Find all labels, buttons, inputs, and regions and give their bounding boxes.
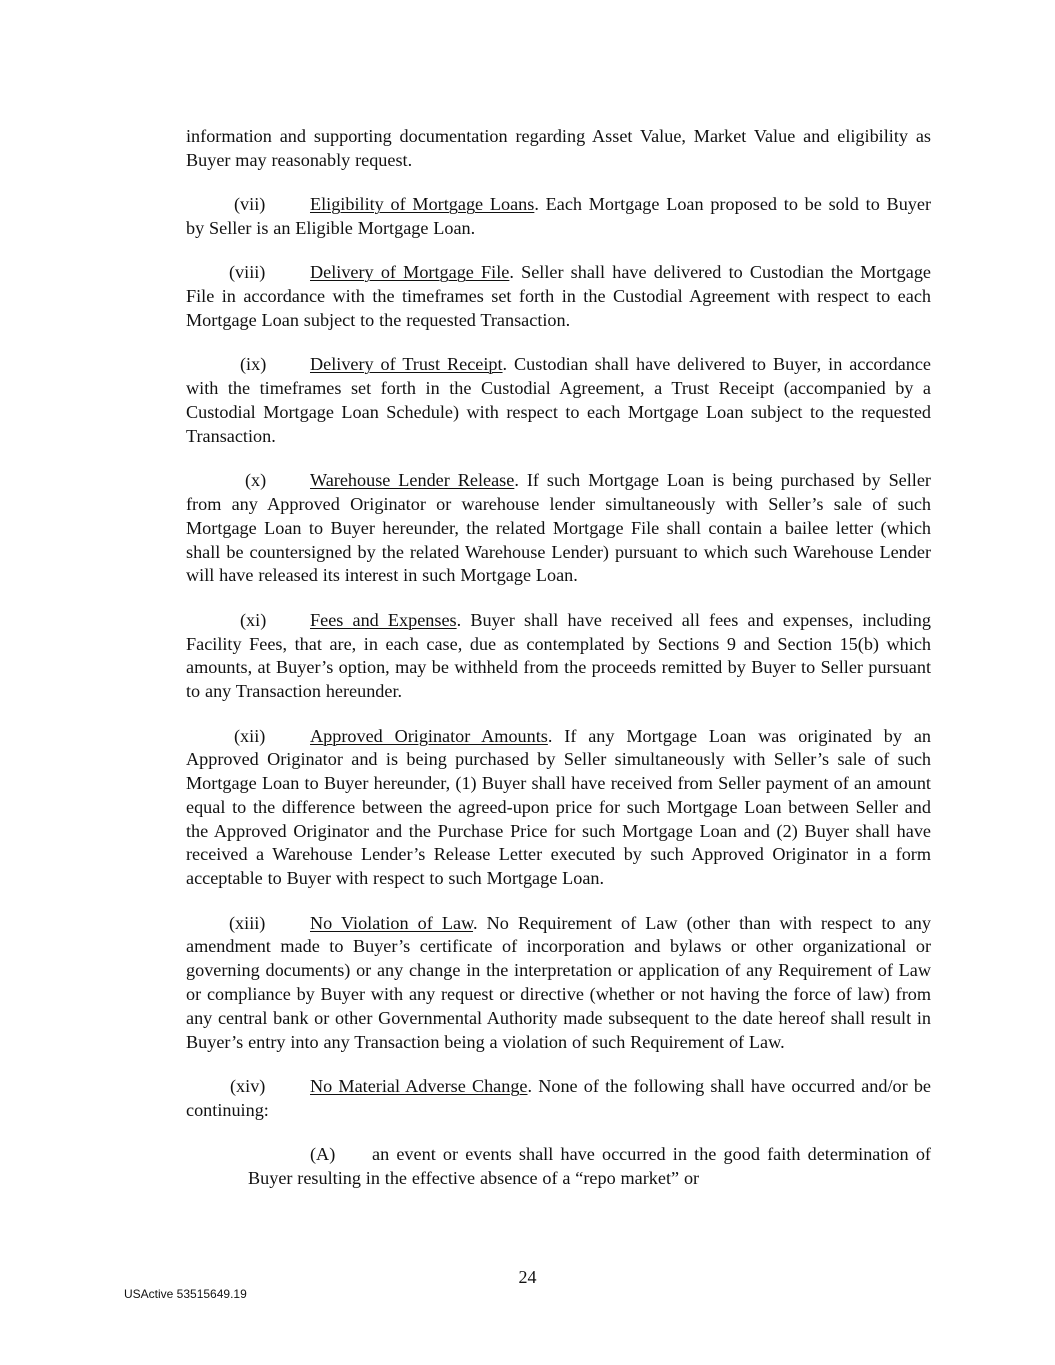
section-text: . Seller shall have delivered to Custodian the Mortgage File in accordance with the timeframes set forth in the Custodial Agreement with respect to each Mortgage Loan subject to the requested Transaction. [186, 262, 931, 330]
section-heading: No Violation of Law [310, 912, 474, 933]
section-text: . No Requirement of Law (other than with respect to any amendment made to Buyer’s certificate of incorporation and bylaws or other organizational or governing documents) or any change in the interpretation or application of any Requirement of Law or compliance by Buyer with any request or directive (whether or not having the force of law) from any central bank or other Governmental Authority made subsequent to the date hereof shall result in Buyer’s entry into any Transaction being a violation of such Requirement of Law. [186, 912, 931, 1052]
subsection-a [248, 1143, 931, 1191]
section-number: (viii) [229, 262, 266, 283]
section-xii [186, 725, 931, 892]
section-number: (ix) [240, 354, 267, 375]
section-number: (xiv) [230, 1076, 266, 1097]
section-heading: Eligibility of Mortgage Loans [310, 194, 535, 215]
section-ix [186, 353, 931, 448]
section-number: (vii) [234, 194, 266, 215]
section-heading: Fees and Expenses [310, 609, 457, 630]
section-heading: Warehouse Lender Release [310, 470, 515, 491]
section-vii [186, 193, 931, 241]
section-heading: Delivery of Trust Receipt [310, 354, 503, 375]
section-xiii [186, 912, 931, 1055]
section-xiv [186, 1075, 931, 1123]
section-text: . Custodian shall have delivered to Buyer, in accordance with the timeframes set forth in the Custodial Agreement, a Trust Receipt (accompanied by a Custodial Mortgage Loan Schedule) with respect to each Mortgage Loan subject to the requested Transaction. [186, 354, 931, 446]
intro-paragraph: information and supporting documentation regarding Asset Value, Market Value and eligibility as Buyer may reasonably request. [186, 126, 931, 170]
section-text: . If such Mortgage Loan is being purchased by Seller from any Approved Originator or warehouse lender simultaneously with Seller’s sale of such Mortgage Loan to Buyer hereunder, the related Mortgage File shall contain a bailee letter (which shall be countersigned by the related Warehouse Lender) pursuant to which such Warehouse Lender will have released its interest in such Mortgage Loan. [186, 470, 931, 586]
section-number: (xiii) [229, 912, 266, 933]
section-text: . Buyer shall have received all fees and expenses, including Facility Fees, that are, in each case, due as contemplated by Sections 9 and Section 15(b) which amounts, at Buyer’s option, may be withheld from the proceeds remitted by Buyer to Seller pursuant to any Transaction hereunder. [186, 609, 931, 702]
document-footer-id: USActive 53515649.19 [124, 1287, 247, 1301]
document-body [186, 125, 931, 1211]
section-text: . If any Mortgage Loan was originated by an Approved Originator and is being purchased by Seller simultaneously with Seller’s sale of such Mortgage Loan to Buyer hereunder, (1) Buyer shall have received from Seller payment of an amount equal to the difference between the agreed-upon price for such Mortgage Loan between Seller and the Approved Originator and the Purchase Price for such Mortgage Loan and (2) Buyer shall have received a Warehouse Lender’s Release Letter executed by such Approved Originator in a form acceptable to Buyer with respect to such Mortgage Loan. [186, 725, 931, 889]
section-text: . Each Mortgage Loan proposed to be sold to Buyer by Seller is an Eligible Mortgage Loan. [186, 194, 932, 238]
section-text: . None of the following shall have occurred and/or be continuing: [186, 1076, 931, 1120]
section-heading: Approved Originator Amounts [310, 725, 548, 746]
section-heading: Delivery of Mortgage File [310, 262, 510, 283]
section-xi [186, 609, 931, 704]
section-number: (x) [245, 470, 267, 491]
subsection-number: (A) [310, 1144, 336, 1165]
section-heading: No Material Adverse Change [310, 1076, 528, 1097]
section-number: (xi) [240, 609, 267, 630]
subsection-text: an event or events shall have occurred in the good faith determination of Buyer resulting in the effective absence of a “repo market” or [248, 1144, 931, 1189]
page-number: 24 [518, 1267, 537, 1287]
section-x [186, 469, 931, 588]
section-viii [186, 261, 931, 332]
section-number: (xii) [234, 725, 266, 746]
